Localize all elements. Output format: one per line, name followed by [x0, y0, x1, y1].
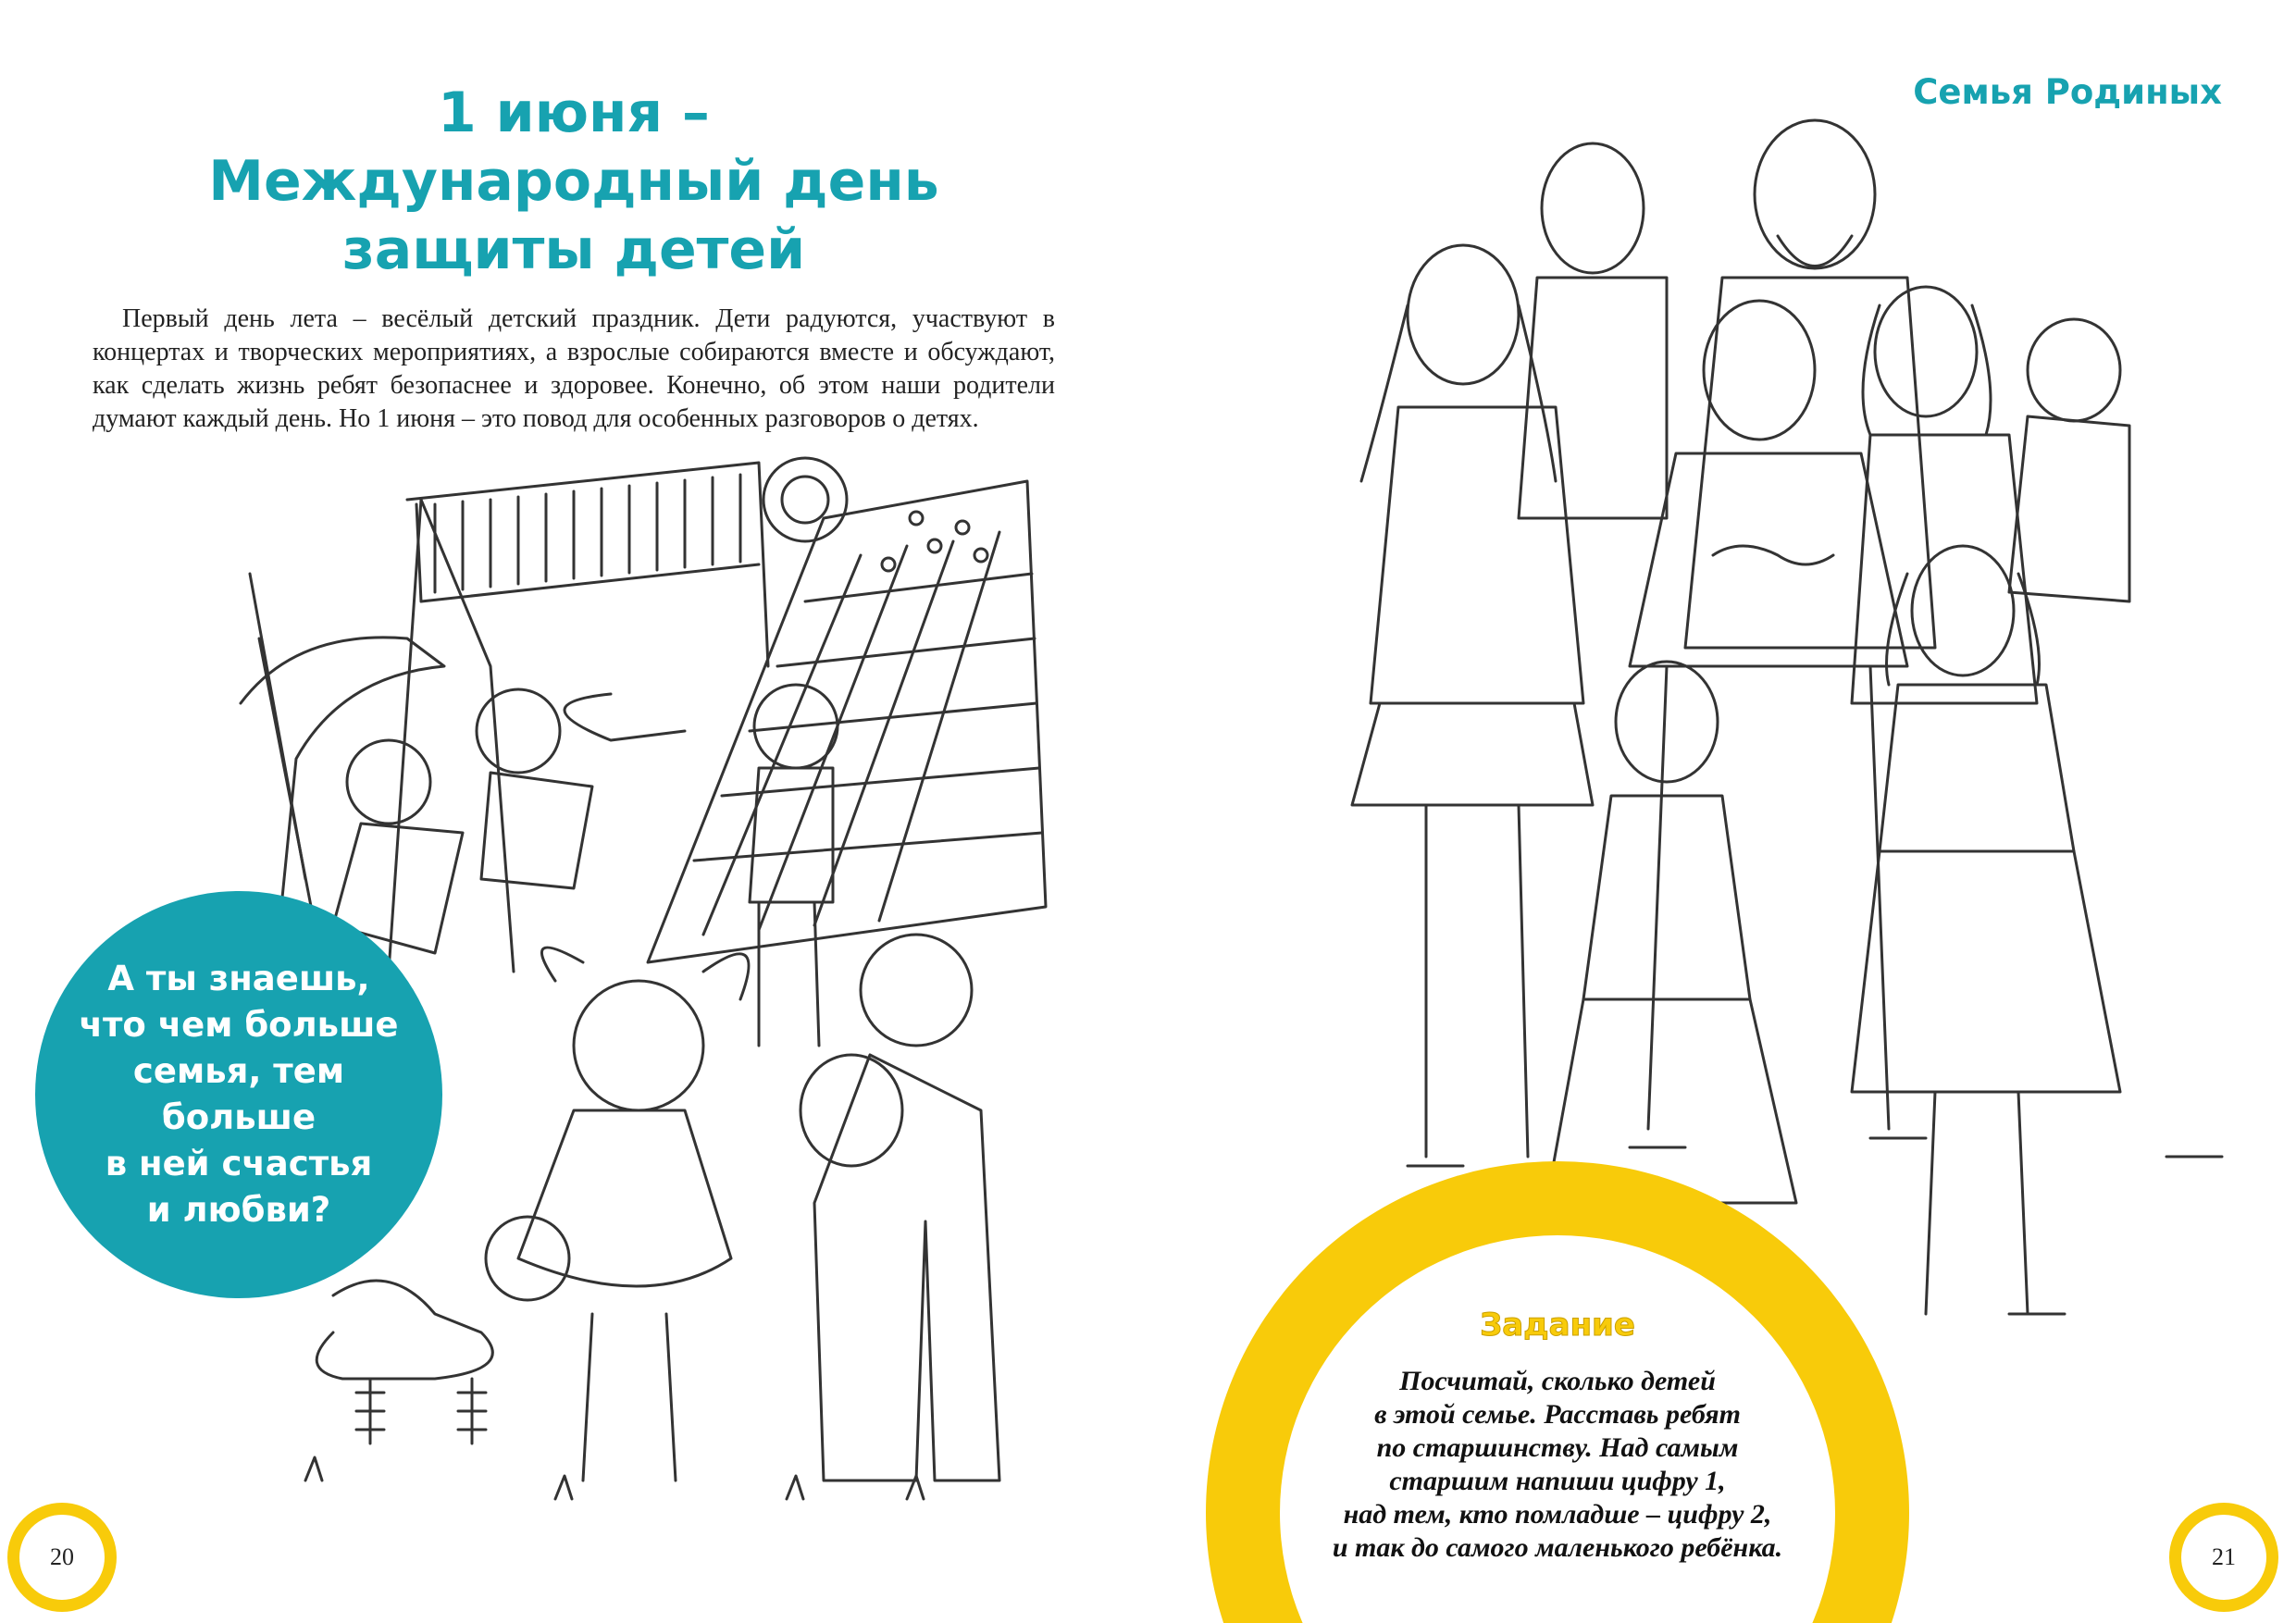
page-number-right: 21 [2169, 1503, 2278, 1612]
task-text [1287, 1365, 1828, 1565]
intro-text: Первый день лета – весёлый детский праздник. Дети радуются, участвуют в концертах и творческих мероприятиях, а взрослые собираются вместе и обсуждают, как сделать жизнь ребят безопаснее и здоровее. Конечно, об этом наши родители думают каждый день. Но 1 июня – это повод для особенных разговоров о детях. [93, 304, 1055, 433]
title-line-3: защиты детей [341, 217, 806, 282]
task-line-3: по старшинству. Над самым [1376, 1432, 1739, 1463]
fact-bubble-text [63, 956, 415, 1233]
page-number-left: 20 [7, 1503, 117, 1612]
task-line-1: Посчитай, сколько детей [1399, 1366, 1716, 1396]
fact-bubble [35, 891, 442, 1298]
title-line-2: Международный день [208, 149, 939, 214]
fact-line-1: А ты знаешь, [107, 959, 370, 998]
task-line-2: в этой семье. Расставь ребят [1374, 1399, 1741, 1430]
task-title: Задание [1480, 1307, 1635, 1344]
fact-line-3: семья, тем больше [132, 1051, 345, 1137]
fact-line-5: и любви? [146, 1190, 331, 1230]
task-line-6: и так до самого маленького ребёнка. [1332, 1532, 1783, 1563]
fact-line-2: что чем больше [79, 1005, 399, 1045]
task-line-4: старшим напиши цифру 1, [1389, 1466, 1726, 1496]
task-line-5: над тем, кто помладше – цифру 2, [1343, 1499, 1772, 1530]
fact-line-4: в ней счастья [105, 1144, 373, 1183]
title-line-1: 1 июня – [438, 81, 710, 145]
right-page [1148, 0, 2296, 1623]
family-title: Семья Родиных [1913, 72, 2222, 112]
